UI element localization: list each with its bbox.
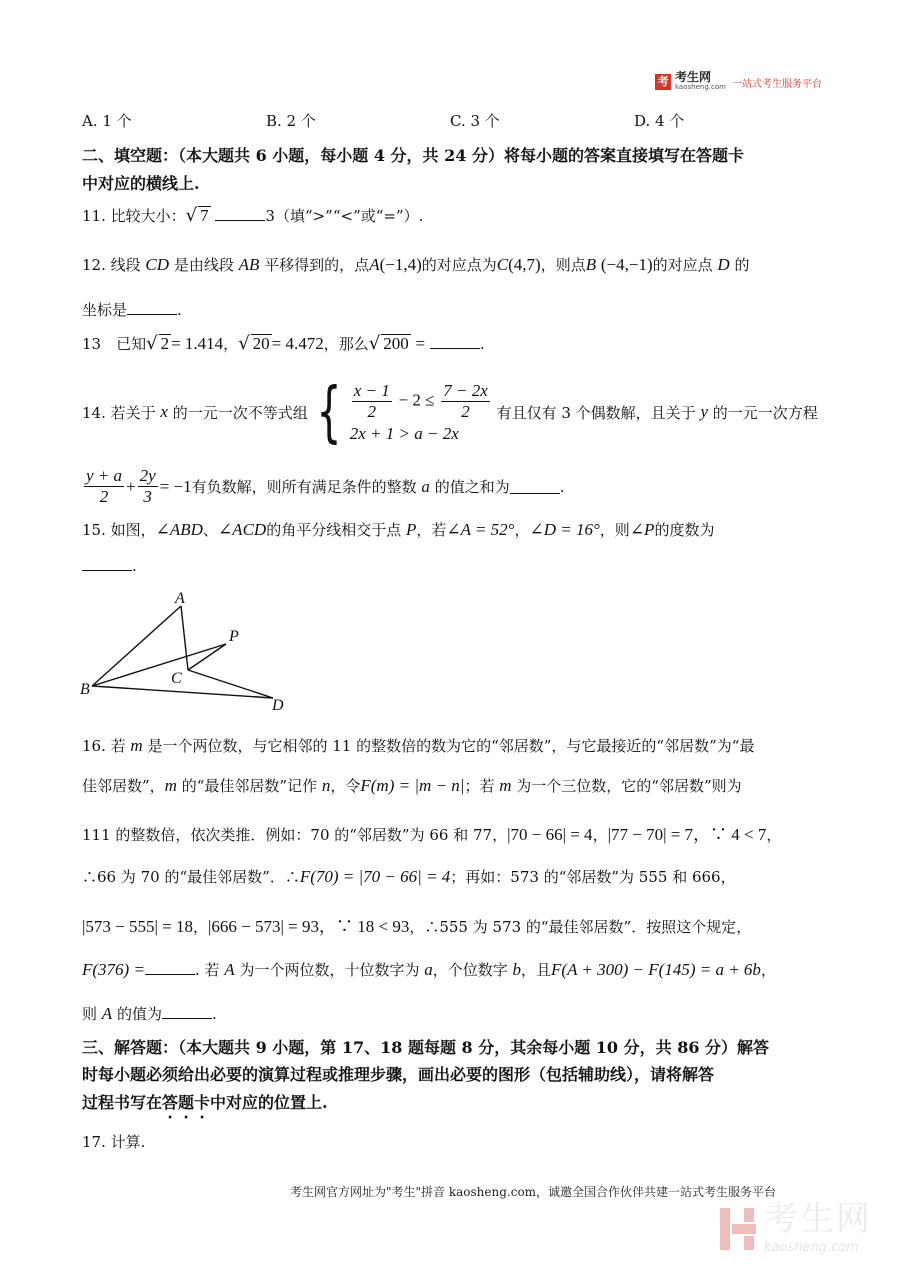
answer-blank-15 xyxy=(82,556,132,571)
answer-blank-12 xyxy=(127,300,177,315)
segment-CP xyxy=(188,644,226,670)
question-11: 11. 比较大小：√ 7 3（填“>”“<”或“=”）. xyxy=(82,205,424,226)
question-14-line2: $\frac{y + a}{2}$ + $\frac{2y}{3}$ = −1 有负数解，则所有满足条件的整数 a 的值之和为 . xyxy=(86,466,565,506)
label-B: B xyxy=(80,681,90,698)
system-brace: { xyxy=(316,373,342,450)
question-12: 12. 线段 CD 是由线段 AB 平移得到的，点A(−1,4)的对应点为C(4,7)，则点B (−4,−1)的对应点 D 的 xyxy=(82,255,750,274)
question-16-line5: |573 − 555| = 18，|666 − 573| = 93，∵ 18 < 93，∴555 为 573 的“最佳邻居数”．按照这个规定， xyxy=(82,917,752,936)
answer-blank-14 xyxy=(510,479,560,494)
logo-slogan: 一站式考生服务平台 xyxy=(731,78,822,90)
question-16-line6: F(376) = . 若 A 为一个两位数，十位数字为 a，个位数字 b，且F(A + 300) − F(145) = a + 6b， xyxy=(82,960,776,979)
logo-name: 考生网 xyxy=(675,70,712,84)
header-logo xyxy=(655,72,822,92)
answer-blank-13 xyxy=(430,334,480,349)
watermark-name: 考生网 xyxy=(764,1199,872,1239)
segment-BA xyxy=(92,606,181,686)
section3-line3: 过程书写在答题卡中对应的位置上. xyxy=(82,1093,328,1112)
segment-BD xyxy=(92,686,273,698)
label-P: P xyxy=(229,628,239,645)
label-A: A xyxy=(175,590,185,607)
answer-blank-16a xyxy=(145,960,195,975)
answer-blank-16b xyxy=(162,1004,212,1019)
question-16-line3: 111 的整数倍，依次类推．例如：70 的“邻居数”为 66 和 77，|70 − 66| = 4，|77 − 70| = 7，∵ 4 < 7， xyxy=(82,825,782,844)
option-a: A. 1 个 xyxy=(82,112,132,130)
question-12-line2: 坐标是 . xyxy=(82,301,182,319)
option-b: B. 2 个 xyxy=(266,112,316,130)
emphasis-answer-card: 答题卡 xyxy=(162,1093,211,1112)
sqrt-7: 7 xyxy=(200,206,209,225)
question-17: 17. 计算. xyxy=(82,1133,146,1151)
question-16-line2: 佳邻居数”，m 的“最佳邻居数”记作 n，令F(m) = |m − n|；若 m 为一个三位数，它的“邻居数”则为 xyxy=(82,776,742,795)
question-16-line1: 16. 若 m 是一个两位数，与它相邻的 11 的整数倍的数为它的“邻居数”，与它最接近的“邻居数”为“最 xyxy=(82,736,755,755)
option-d: D. 4 个 xyxy=(634,112,685,130)
footer-text: 考生网官方网址为"考生"拼音 kaosheng.com，诚邀全国合作伙伴共建一站式考生服务平台 xyxy=(290,1185,777,1199)
question-16-line7: 则 A 的值为 . xyxy=(82,1004,217,1023)
section3-line2: 时每小题必须给出必要的演算过程或推理步骤，画出必要的图形（包括辅助线），请将解答 xyxy=(82,1065,715,1084)
section3-line1: 三、解答题：（本大题共 9 小题，第 17、18 题每题 8 分，其余每小题 10 分，共 86 分）解答 xyxy=(82,1038,770,1057)
label-C: C xyxy=(171,670,182,687)
segment-BP xyxy=(92,644,226,686)
logo-domain: kaosheng.com xyxy=(675,83,726,91)
segment-AC xyxy=(181,606,188,670)
label-D: D xyxy=(272,697,284,714)
logo-mark: 考 xyxy=(655,74,671,90)
option-c: C. 3 个 xyxy=(450,112,500,130)
question-15: 15. 如图，∠ABD、∠ACD的角平分线相交于点 P，若∠A = 52°，∠D = 16°，则∠P的度数为 xyxy=(82,520,715,539)
answer-blank-11 xyxy=(215,206,265,221)
watermark-domain: kaosheng.com xyxy=(764,1240,859,1255)
section2-line1: 二、填空题：（本大题共 6 小题，每小题 4 分，共 24 分）将每小题的答案直接填写在答题卡 xyxy=(82,146,744,165)
question-15-line2: . xyxy=(82,556,137,575)
section2-line2: 中对应的横线上. xyxy=(82,174,200,193)
question-13: 13 已知√ 2 = 1.414，√ 20 = 4.472，那么√ 200 = . xyxy=(82,333,485,354)
geometry-figure xyxy=(78,586,298,716)
watermark-logo-icon xyxy=(718,1206,758,1252)
watermark xyxy=(718,1200,872,1258)
question-14: 14. 若关于 x 的一元一次不等式组 { $\frac{x - 1}{2}$ − 2 ≤ $\frac{7 - 2x}{2}$ 2x + 1 > a − 2x 有且仅有 3 个偶数解，且关于 y 的一元一次方程 xyxy=(82,373,818,450)
question-16-line4: ∴66 为 70 的“最佳邻居数”．∴F(70) = |70 − 66| = 4；再如：573 的“邻居数”为 555 和 666， xyxy=(82,867,736,886)
